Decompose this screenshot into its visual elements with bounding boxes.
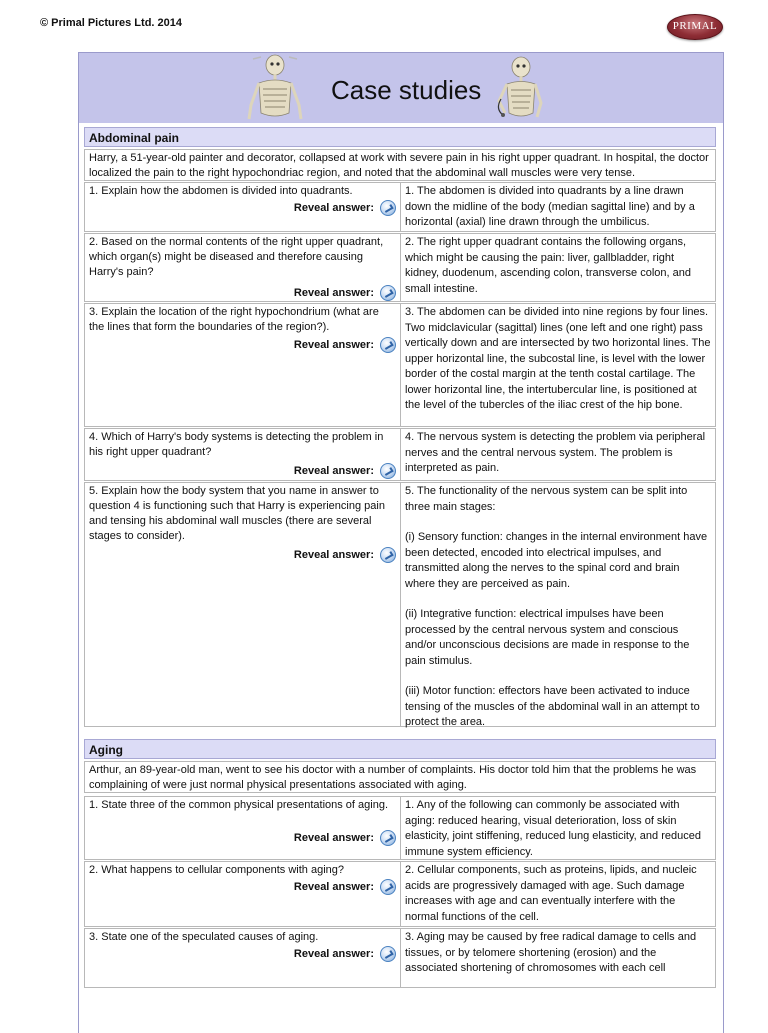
question-cell: [85, 183, 401, 231]
reveal-answer-button[interactable]: [294, 879, 396, 895]
question-cell: [85, 304, 401, 426]
reveal-answer-button[interactable]: [294, 200, 396, 216]
reveal-answer-button[interactable]: [294, 285, 396, 301]
banner-title: Case studies: [331, 75, 482, 105]
copyright-text: © Primal Pictures Ltd. 2014: [40, 17, 182, 29]
logo-text: PRIMAL: [672, 20, 718, 32]
reveal-arrow-icon[interactable]: [380, 830, 396, 846]
reveal-answer-button[interactable]: [294, 547, 396, 563]
qa-row: [84, 796, 716, 860]
answer-cell: [401, 797, 715, 861]
skeleton-right-image: [491, 53, 547, 123]
answer-text: 2. Cellular components, such as proteins, lipids, and nucleic acids are progressively damaged with age. Such damage increases with age and can eventually interfere with the normal functions of the cell.: [405, 864, 697, 923]
reveal-answer-label: Reveal answer:: [293, 548, 374, 561]
qa-row: [84, 182, 716, 232]
answer-text: 5. The functionality of the nervous system can be split into three main stages:: [405, 485, 688, 513]
question-text: 3. Explain the location of the right hypochondrium (what are the lines that form the boundaries of the region?).: [89, 306, 379, 333]
answer-text: (ii) Integrative function: electrical impulses have been processed by the central nervous system and conscious and/or unconscious decisions are made in response to the pain stimulus.: [405, 608, 690, 667]
answer-text: (iii) Motor function: effectors have been activated to induce tensing of the muscles of the abdominal wall in an attempt to protect the area.: [405, 685, 700, 728]
reveal-answer-button[interactable]: [294, 463, 396, 479]
reveal-answer-button[interactable]: [294, 337, 396, 353]
answer-text: 3. The abdomen can be divided into nine regions by four lines. Two midclavicular (sagittal) lines (one left and one right) pass vertically down and are intersected by two horizontal lines. The upper horizontal line, the subcostal line, is level with the lower border of the costal margin at the tenth costal cartilage. The lower horizontal line, the intertubercular line, is positioned at the level of the tubercles of the iliac crest of the hip bone.: [405, 306, 711, 411]
case-intro: Harry, a 51-year-old painter and decorator, collapsed at work with severe pain in his right upper quadrant. In hospital, the doctor localized the pain to the right hypochondriac region, and noted that the abdominal wall muscles were very tense.: [84, 149, 716, 181]
answer-cell: [401, 862, 715, 926]
answer-text: 3. Aging may be caused by free radical damage to cells and tissues, or by telomere shortening (erosion) and the associated shortening of chromosomes with each cell: [405, 931, 697, 974]
question-cell: [85, 797, 401, 859]
qa-row: [84, 428, 716, 481]
question-text: 5. Explain how the body system that you name in answer to question 4 is functioning such that Harry is experiencing pain and tensing his abdominal wall muscles (there are several stages to consider).: [89, 485, 385, 542]
reveal-arrow-icon[interactable]: [380, 946, 396, 962]
answer-text: 4. The nervous system is detecting the problem via peripheral nerves and the central nervous system. The problem is interpreted as pain.: [405, 431, 706, 474]
answer-text: 1. The abdomen is divided into quadrants by a line drawn down the midline of the body (median sagittal line) and by a horizontal (axial) line drawn through the umbilicus.: [405, 185, 695, 228]
qa-row: [84, 303, 716, 427]
question-cell: [85, 234, 401, 301]
qa-row: [84, 861, 716, 927]
answer-cell: [401, 929, 715, 978]
answer-cell: [401, 429, 715, 478]
case-studies-banner: [79, 53, 723, 123]
question-text: 2. What happens to cellular components with aging?: [89, 864, 344, 876]
qa-row: [84, 482, 716, 727]
answer-text: (i) Sensory function: changes in the internal environment have been detected, encoded into electrical impulses, and transmitted along the nerves to the spinal cord and brain where they are perceived as pain.: [405, 531, 708, 590]
question-cell: [85, 862, 401, 926]
question-text: 1. Explain how the abdomen is divided into quadrants.: [89, 185, 353, 197]
question-text: 2. Based on the normal contents of the right upper quadrant, which organ(s) might be diseased and therefore causing Harry's pain?: [89, 236, 384, 278]
reveal-answer-label: Reveal answer:: [293, 464, 374, 477]
question-cell: [85, 483, 401, 726]
case-studies-panel: [78, 52, 724, 1033]
section-title: Aging: [84, 739, 716, 759]
reveal-answer-label: Reveal answer:: [293, 286, 374, 299]
qa-row: [84, 233, 716, 302]
skeleton-left-image: [245, 53, 305, 123]
answer-cell: [401, 304, 715, 415]
reveal-answer-label: Reveal answer:: [293, 947, 374, 960]
reveal-answer-button[interactable]: [294, 946, 396, 962]
question-text: 3. State one of the speculated causes of aging.: [89, 931, 319, 943]
reveal-arrow-icon[interactable]: [380, 463, 396, 479]
primal-logo: [667, 14, 723, 40]
answer-cell: [401, 234, 715, 298]
reveal-arrow-icon[interactable]: [380, 547, 396, 563]
question-cell: [85, 429, 401, 480]
reveal-arrow-icon[interactable]: [380, 200, 396, 216]
case-intro: Arthur, an 89-year-old man, went to see his doctor with a number of complaints. His doctor told him that the problems he was complaining of were just normal physical presentations associated with aging.: [84, 761, 716, 793]
reveal-answer-label: Reveal answer:: [293, 201, 374, 214]
answer-text: 2. The right upper quadrant contains the following organs, which might be causing the pain: liver, gallbladder, right kidney, duodenum, ascending colon, transverse colon, and small intestine.: [405, 236, 691, 295]
question-text: 1. State three of the common physical presentations of aging.: [89, 799, 389, 811]
answer-text: 1. Any of the following can commonly be associated with aging: reduced hearing, visual deterioration, loss of skin elasticity, joint stiffening, reduced lung elasticity, and reduced immune system efficiency.: [405, 799, 701, 858]
qa-row: [84, 928, 716, 988]
answer-cell: [401, 183, 715, 232]
reveal-answer-button[interactable]: [294, 830, 396, 846]
reveal-arrow-icon[interactable]: [380, 285, 396, 301]
question-text: 4. Which of Harry's body systems is detecting the problem in his right upper quadrant?: [89, 431, 384, 458]
question-cell: [85, 929, 401, 987]
reveal-answer-label: Reveal answer:: [293, 831, 374, 844]
section-title: Abdominal pain: [84, 127, 716, 147]
reveal-arrow-icon[interactable]: [380, 879, 396, 895]
reveal-arrow-icon[interactable]: [380, 337, 396, 353]
answer-cell: [401, 483, 715, 732]
reveal-answer-label: Reveal answer:: [293, 880, 374, 893]
reveal-answer-label: Reveal answer:: [293, 338, 374, 351]
